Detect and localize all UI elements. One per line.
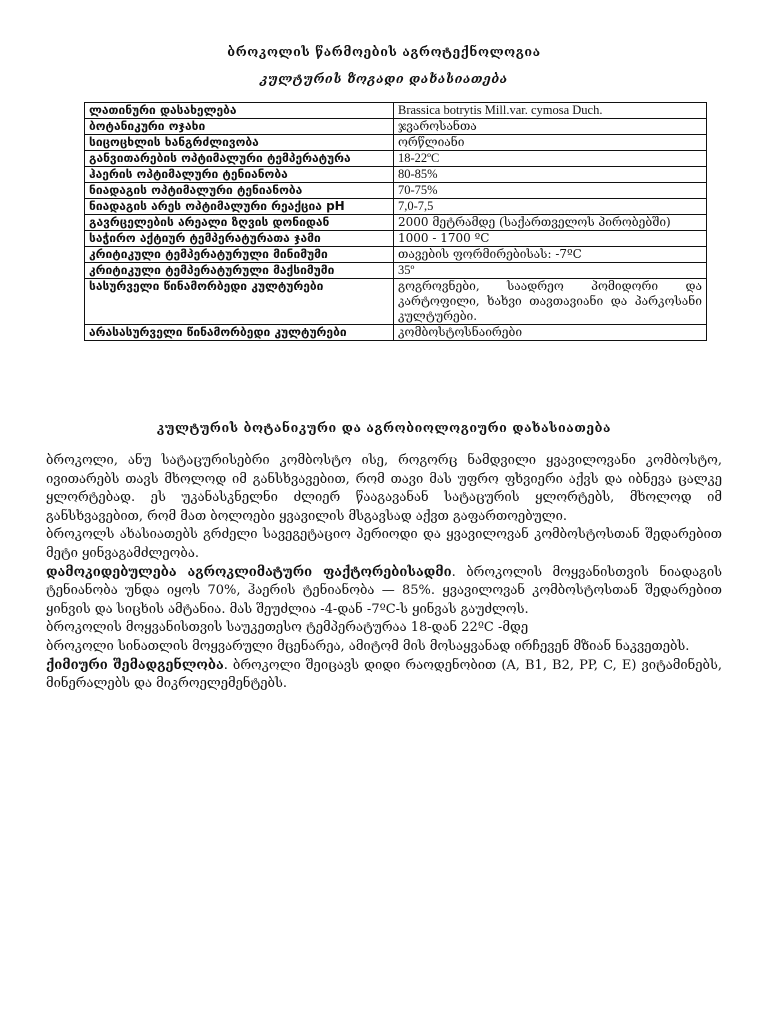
section-title-botanical: კულტურის ბოტანიკური და აგრობიოლოგიური დახასიათება	[156, 420, 612, 435]
characteristics-table	[84, 102, 707, 341]
table-value: 35º	[394, 263, 707, 279]
table-value: 2000 მეტრამდე (საქართველოს პირობებში)	[394, 215, 707, 231]
table-row	[85, 325, 707, 341]
table-key: საჭირო აქტიურ ტემპერატურათა ჯამი	[85, 231, 394, 247]
table-row	[85, 167, 707, 183]
table-key: ჰაერის ოპტიმალური ტენიანობა	[85, 167, 394, 183]
table-row	[85, 151, 707, 167]
table-value: 1000 - 1700 ºC	[394, 231, 707, 247]
table-row	[85, 103, 707, 119]
table-row	[85, 263, 707, 279]
table-key: განვითარების ოპტიმალური ტემპერატურა	[85, 151, 394, 167]
table-value: კომბოსტოსნაირები	[394, 325, 707, 341]
table-value: 7,0-7,5	[394, 199, 707, 215]
document-title: ბროკოლის წარმოების აგროტექნოლოგია	[227, 44, 541, 59]
table-value: 18-22ºC	[394, 151, 707, 167]
paragraph	[46, 657, 722, 694]
paragraph-text: . ბროკოლი შეიცავს დიდი რაოდენობით (A, B1, B2, PP, C, E) ვიტამინებს, მინერალებს და მიკროელემენტებს.	[46, 657, 722, 692]
paragraph-text: . ბროკოლის მოყვანისთვის ნიადაგის ტენიანობა უნდა იყოს 70%, ჰაერის ტენიანობა — 85%. ყვავილოვან კომბოსტოსთან შედარებით ყინვის და სიცხის ამტანია. მას შეუძლია -4-დან -7ºC-ს ყინვას გაუძლოს.	[46, 564, 723, 617]
table-row	[85, 247, 707, 263]
table-value: გოგროვნები, საადრეო პომიდორი და კარტოფილი, ხახვი თავთავიანი და პარკოსანი კულტურები.	[394, 279, 707, 325]
table-row	[85, 183, 707, 199]
paragraph-heading: ქიმიური შემადგენლობა	[46, 657, 224, 673]
table-key: არასასურველი წინამორბედი კულტურები	[85, 325, 394, 341]
table-row	[85, 279, 707, 325]
table-key: სასურველი წინამორბედი კულტურები	[85, 279, 394, 325]
paragraph: ბროკოლი სინათლის მოყვარული მცენარეა, ამიტომ მის მოსაყვანად ირჩევენ მზიან ნაკვეთებს.	[46, 638, 690, 654]
table-value: ორწლიანი	[394, 135, 707, 151]
paragraph: ბროკოლს ახასიათებს გრძელი სავეგეტაციო პერიოდი და ყვავილოვან კომბოსტოსთან შედარებით მეტი ყინვაგამძლეობა.	[46, 527, 722, 561]
table-key: სიცოცხლის ხანგრძლივობა	[85, 135, 394, 151]
table-value: ჯვაროსანთა	[394, 119, 707, 135]
paragraph-heading: დამოკიდებულება აგროკლიმატური ფაქტორებისადმი	[46, 564, 452, 580]
paragraph: ბროკოლი, ანუ სატაცურისებრი კომბოსტო ისე, როგორც ნამდვილი ყვავილოვანი კომბოსტო, ივითარებს თავს მხოლოდ იმ განსხვავებით, რომ თავი მას უფრო ფხვიერი აქვს და იბნევა ცალკე ყლორტებად. ეს უკანასკნელნი ძლიერ წააგავანან სატაცურის ყლორტებს, მხოლოდ იმ განსხვავებით, რომ მათ ბოლოები ყვავილის მსგავსად აქვთ გაფართოებული.	[46, 453, 722, 524]
table-value: Brassica botrytis Mill.var. cymosa Duch.	[394, 103, 707, 119]
table-row	[85, 215, 707, 231]
paragraph: ბროკოლის მოყვანისთვის საუკეთესო ტემპერატურაა 18-დან 22ºC -მდე	[46, 620, 529, 636]
table-key: გავრცელების არეალი ზღვის დონიდან	[85, 215, 394, 231]
table-value: თავების ფორმირებისას: -7ºC	[394, 247, 707, 263]
table-row	[85, 135, 707, 151]
table-key: კრიტიკული ტემპერატურული მინიმუმი	[85, 247, 394, 263]
table-key: ნიადაგის ოპტიმალური ტენიანობა	[85, 183, 394, 199]
table-row	[85, 119, 707, 135]
table-value: 80-85%	[394, 167, 707, 183]
paragraph	[46, 564, 722, 620]
body-text	[46, 452, 722, 694]
table-key: ლათინური დასახელება	[85, 103, 394, 119]
table-value: 70-75%	[394, 183, 707, 199]
table-row	[85, 199, 707, 215]
table-row	[85, 231, 707, 247]
table-key: კრიტიკული ტემპერატურული მაქსიმუმი	[85, 263, 394, 279]
table-key: ნიადაგის არეს ოპტიმალური რეაქცია pH	[85, 199, 394, 215]
section-title-general: კულტურის ზოგადი დახასიათება	[260, 71, 508, 86]
table-key: ბოტანიკური ოჯახი	[85, 119, 394, 135]
